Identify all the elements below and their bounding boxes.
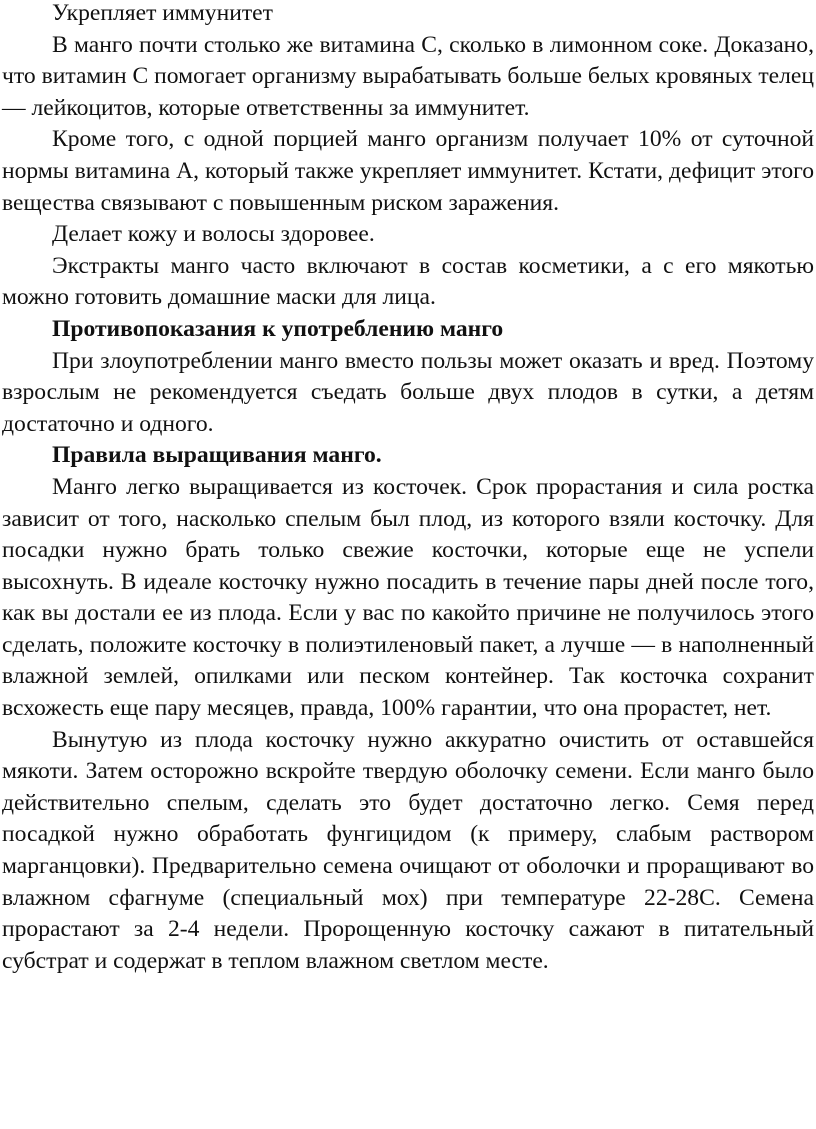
section-heading-immunity: Укрепляет иммунитет (52, 0, 273, 26)
heading-contraindications: Противопоказания к употреблению манго (52, 315, 504, 342)
paragraph-vitamin-a: Кроме того, с одной порцией манго организм получает 10% от суточной нормы витамина А, который также укрепляет иммунитет. Кстати, дефицит этого вещества связывают с повышенным риском заражения. (2, 126, 814, 216)
paragraph-seed-preparation: Вынутую из плода косточку нужно аккуратно очистить от оставшейся мякоти. Затем осторожно вскройте твердую оболочку семени. Если манго было действительно спелым, сделать это будет достаточно легко. Семя перед посадкой нужно обработать фунгицидом (к примеру, слабым раствором марганцовки). Предварительно семена очищают от оболочки и проращивают во влажном сфагнуме (специальный мох) при температуре 22-28С. Семена прорастают за 2-4 недели. Пророщенную косточку сажают в питательный субстрат и содержат в теплом влажном светлом месте. (2, 726, 814, 974)
paragraph-cosmetics: Экстракты манго часто включают в состав косметики, а с его мякотью можно готовить домашние маски для лица. (2, 252, 814, 311)
heading-growing-rules: Правила выращивания манго. (52, 442, 382, 469)
paragraph-contraindications: При злоупотреблении манго вместо пользы может оказать и вред. Поэтому взрослым не рекомендуется съедать больше двух плодов в сутки, а детям достаточно и одного. (2, 347, 814, 437)
paragraph-vitamin-c: В манго почти столько же витамина С, сколько в лимонном соке. Доказано, что витамин С помогает организму вырабатывать больше белых кровяных телец — лейкоцитов, которые ответственны за иммунитет. (2, 31, 814, 121)
paragraph-seed-planting: Манго легко выращивается из косточек. Срок прорастания и сила ростка зависит от того, насколько спелым был плод, из которого взяли косточку. Для посадки нужно брать только свежие косточки, которые еще не успели высохнуть. В идеале косточку нужно посадить в течение пары дней после того, как вы достали ее из плода. Если у вас по какойто причине не получилось этого сделать, положите косточку в полиэтиленовый пакет, а лучше — в наполненный влажной землей, опилками или песком контейнер. Так косточка сохранит всхожесть еще пару месяцев, правда, 100% гарантии, что она прорастет, нет. (2, 473, 814, 722)
section-heading-skin-hair: Делает кожу и волосы здоровее. (52, 221, 375, 248)
